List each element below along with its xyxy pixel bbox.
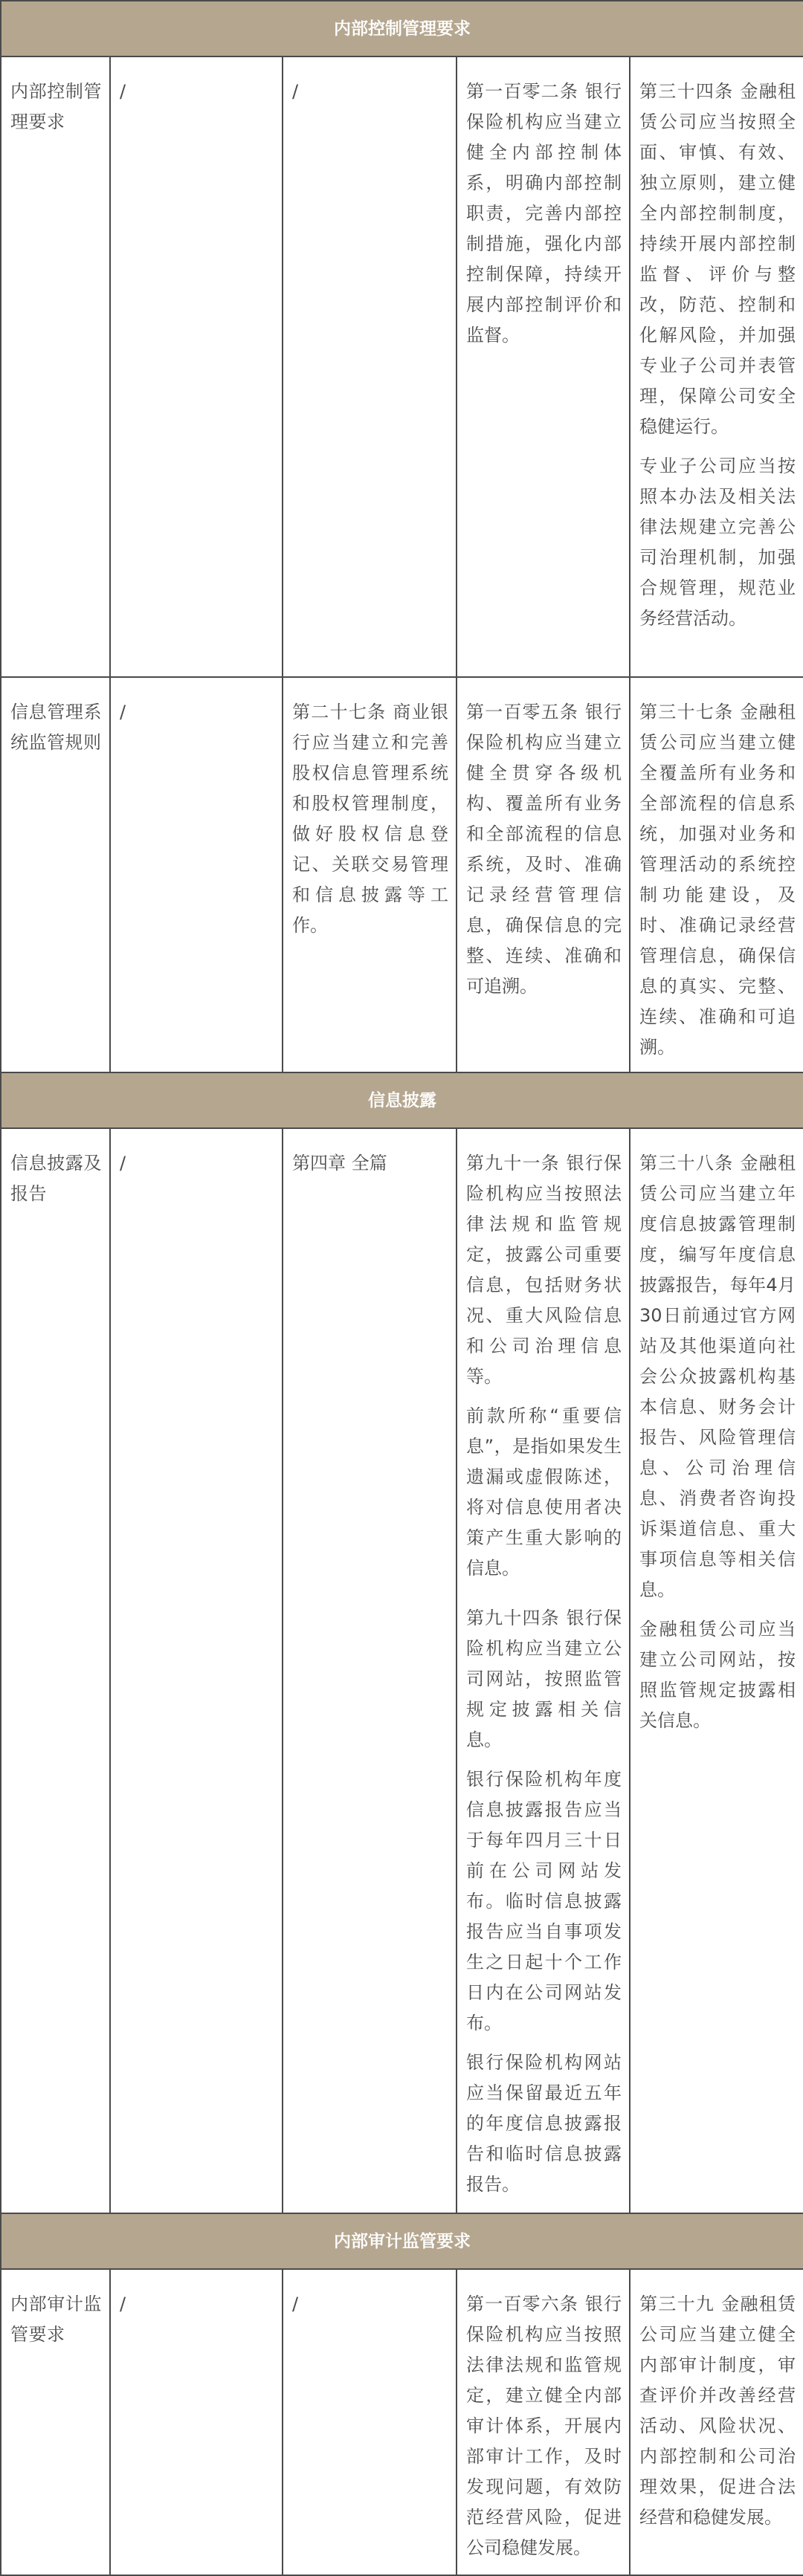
- column-3-cell: [457, 56, 630, 677]
- table-row: [1, 1128, 803, 2213]
- column-3-cell: [457, 1128, 630, 2213]
- cell-paragraph: 第二十七条 商业银行应当建立和完善股权信息管理系统和股权管理制度，做好股权信息登记、关联交易管理和信息披露等工作。: [292, 702, 448, 936]
- cell-paragraph: /: [292, 81, 299, 102]
- cell-paragraph: 第三十四条 金融租赁公司应当按照全面、审慎、有效、独立原则，建立健全内部控制制度，持续开展内部控制监督、评价与整改，防范、控制和化解风险，并加强专业子公司并表管理，保障公司安全稳健运行。: [639, 81, 796, 437]
- cell-paragraph: /: [292, 2294, 299, 2314]
- cell-paragraph: 第三十七条 金融租赁公司应当建立健全覆盖所有业务和全部流程的信息系统，加强对业务和管理活动的系统控制功能建设，及时、准确记录经营管理信息，确保信息的真实、完整、连续、准确和可追溯。: [639, 702, 796, 1058]
- cell-paragraph: 第一百零六条 银行保险机构应当按照法律法规和监管规定，建立健全内部审计体系，开展内部审计工作，及时发现问题，有效防范经营风险，促进公司稳健发展。: [466, 2294, 622, 2558]
- column-2-cell: [283, 2269, 457, 2575]
- cell-paragraph: 第一百零二条 银行保险机构应当建立健全内部控制体系，明确内部控制职责，完善内部控制措施，强化内部控制保障，持续开展内部控制评价和监督。: [466, 81, 622, 346]
- section-title: 内部控制管理要求: [1, 1, 803, 56]
- section-title: 信息披露: [1, 1072, 803, 1128]
- topic-cell: 内部审计监管要求: [1, 2269, 110, 2575]
- cell-paragraph: 第九十四条 银行保险机构应当建立公司网站，按照监管规定披露相关信息。: [466, 1608, 622, 1750]
- cell-paragraph: 第一百零五条 银行保险机构应当建立健全贯穿各级机构、覆盖所有业务和全部流程的信息系统，及时、准确记录经营管理信息，确保信息的完整、连续、准确和可追溯。: [466, 702, 622, 997]
- cell-paragraph: 金融租赁公司应当建立公司网站，按照监管规定披露相关信息。: [639, 1619, 796, 1731]
- cell-paragraph: 第三十八条 金融租赁公司应当建立年度信息披露管理制度，编写年度信息披露报告，每年4月30日前通过官方网站及其他渠道向社会公众披露机构基本信息、财务会计报告、风险管理信息、公司治理信息、消费者咨询投诉渠道信息、重大事项信息等相关信息。: [639, 1153, 796, 1600]
- cell-paragraph: /: [120, 1153, 126, 1174]
- cell-paragraph: 专业子公司应当按照本办法及相关法律法规建立完善公司治理机制，加强合规管理，规范业务经营活动。: [639, 456, 796, 629]
- column-2-cell: [283, 56, 457, 677]
- table-row: [1, 2269, 803, 2575]
- cell-paragraph: 前款所称“重要信息”，是指如果发生遗漏或虚假陈述，将对信息使用者决策产生重大影响的信息。: [466, 1405, 622, 1579]
- section-header-row: [1, 1, 803, 56]
- section-header-row: [1, 2213, 803, 2269]
- column-3-cell: [457, 677, 630, 1072]
- cell-paragraph: 银行保险机构网站应当保留最近五年的年度信息披露报告和临时信息披露报告。: [466, 2052, 622, 2195]
- topic-cell: 内部控制管理要求: [1, 56, 110, 677]
- cell-paragraph: 第四章 全篇: [292, 1153, 387, 1174]
- cell-paragraph: 第九十一条 银行保险机构应当按照法律法规和监管规定，披露公司重要信息，包括财务状况、重大风险信息和公司治理信息等。: [466, 1153, 622, 1387]
- cell-paragraph: /: [120, 702, 126, 722]
- cell-paragraph: 银行保险机构年度信息披露报告应当于每年四月三十日前在公司网站发布。临时信息披露报告应当自事项发生之日起十个工作日内在公司网站发布。: [466, 1769, 622, 2033]
- section-header-row: [1, 1072, 803, 1128]
- column-1-cell: [110, 56, 283, 677]
- topic-cell: 信息管理系统监管规则: [1, 677, 110, 1072]
- cell-paragraph: /: [120, 81, 126, 102]
- column-1-cell: [110, 677, 283, 1072]
- column-2-cell: [283, 677, 457, 1072]
- cell-paragraph: /: [120, 2294, 126, 2314]
- column-4-cell: [630, 56, 803, 677]
- column-2-cell: [283, 1128, 457, 2213]
- column-3-cell: [457, 2269, 630, 2575]
- column-1-cell: [110, 2269, 283, 2575]
- topic-cell: 信息披露及报告: [1, 1128, 110, 2213]
- table-row: [1, 56, 803, 677]
- column-4-cell: [630, 1128, 803, 2213]
- section-title: 内部审计监管要求: [1, 2213, 803, 2269]
- column-1-cell: [110, 1128, 283, 2213]
- cell-paragraph: 第三十九 金融租赁公司应当建立健全内部审计制度，审查评价并改善经营活动、风险状况、内部控制和公司治理效果，促进合法经营和稳健发展。: [639, 2294, 796, 2528]
- column-4-cell: [630, 2269, 803, 2575]
- column-4-cell: [630, 677, 803, 1072]
- table-row: [1, 677, 803, 1072]
